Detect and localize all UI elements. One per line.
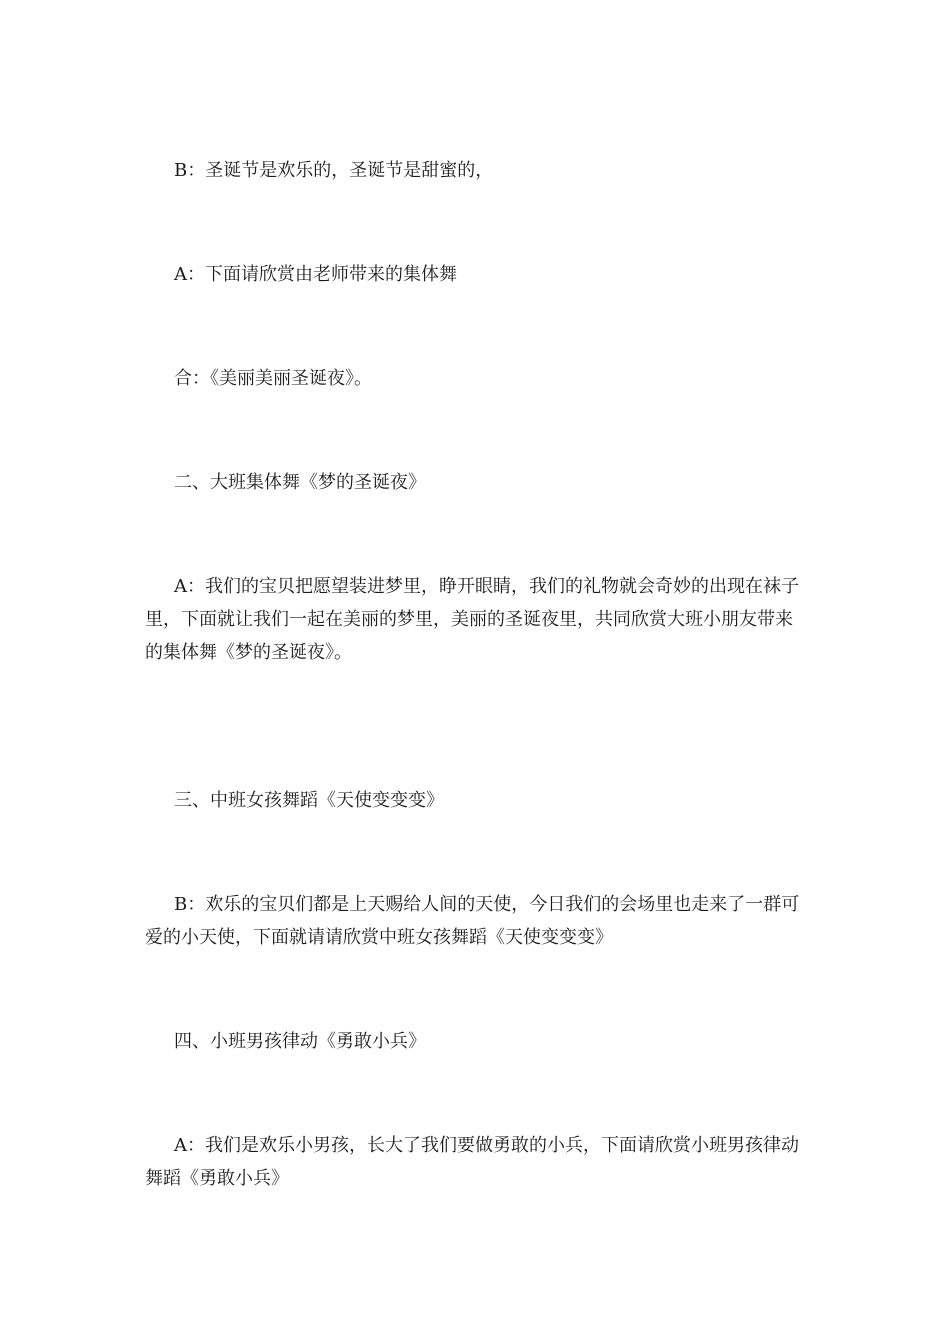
section-heading-3: 三、中班女孩舞蹈《天使变变变》: [174, 790, 444, 811]
dialogue-line-a-2: A：我们的宝贝把愿望装进梦里，睁开眼睛，我们的礼物就会奇妙的出现在袜子里，下面就让我们一起在美丽的梦里，美丽的圣诞夜里，共同欣赏大班小朋友带来的集体舞《梦的圣诞夜》。: [145, 576, 799, 663]
dialogue-line-b-1: B：圣诞节是欢乐的，圣诞节是甜蜜的，: [174, 160, 494, 181]
dialogue-line-b-2: B：欢乐的宝贝们都是上天赐给人间的天使，今日我们的会场里也走来了一群可爱的小天使，下面就请请欣赏中班女孩舞蹈《天使变变变》: [145, 894, 800, 948]
dialogue-line-together: 合：《美丽美丽圣诞夜》。: [174, 368, 372, 389]
dialogue-line-a-3: A：我们是欢乐小男孩，长大了我们要做勇敢的小兵，下面请欣赏小班男孩律动舞蹈《勇敢小兵》: [145, 1135, 799, 1189]
section-heading-4: 四、小班男孩律动《勇敢小兵》: [174, 1031, 426, 1052]
section-heading-2: 二、大班集体舞《梦的圣诞夜》: [174, 472, 426, 493]
dialogue-line-a-1: A：下面请欣赏由老师带来的集体舞: [174, 264, 457, 285]
